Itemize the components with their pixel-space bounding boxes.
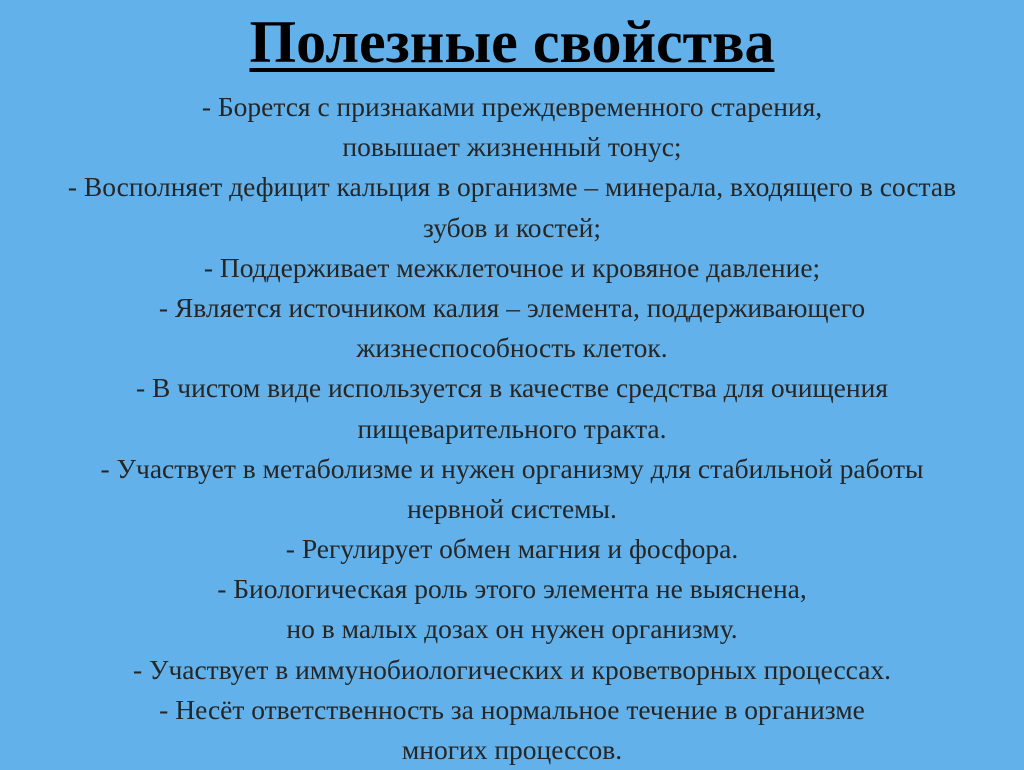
list-line: - Является источником калия – элемента, поддерживающего <box>158 291 866 323</box>
list-line: многих процессов. <box>401 734 623 765</box>
list-line: - Несёт ответственность за нормальное течение в организме <box>159 693 865 725</box>
list-line: зубов и костей; <box>422 211 602 243</box>
list-line: жизнеспособность клеток. <box>356 332 668 364</box>
list-line: - Восполняет дефицит кальция в организме – минерала, входящего в состав <box>67 171 957 203</box>
list-line: - Поддерживает межклеточное и кровяное давление; <box>203 251 821 283</box>
slide-title: Полезные свойства <box>249 9 775 75</box>
list-line: - Биологическая роль этого элемента не выяснена, <box>217 573 807 605</box>
benefits-list <box>0 87 1024 770</box>
list-line: - Регулирует обмен магния и фосфора. <box>285 533 739 565</box>
list-line: - В чистом виде используется в качестве средства для очищения <box>136 372 888 404</box>
list-line: но в малых дозах он нужен организму. <box>286 613 738 645</box>
list-line: - Участвует в иммунобиологических и кроветворных процессах. <box>132 653 892 685</box>
list-line: нервной системы. <box>407 492 617 524</box>
list-line: пищеварительного тракта. <box>357 412 667 444</box>
list-line: повышает жизненный тонус; <box>342 131 682 163</box>
list-line: - Борется с признаками преждевременного старения, <box>201 91 823 122</box>
list-line: - Участвует в метаболизме и нужен организму для стабильной работы <box>100 452 924 484</box>
